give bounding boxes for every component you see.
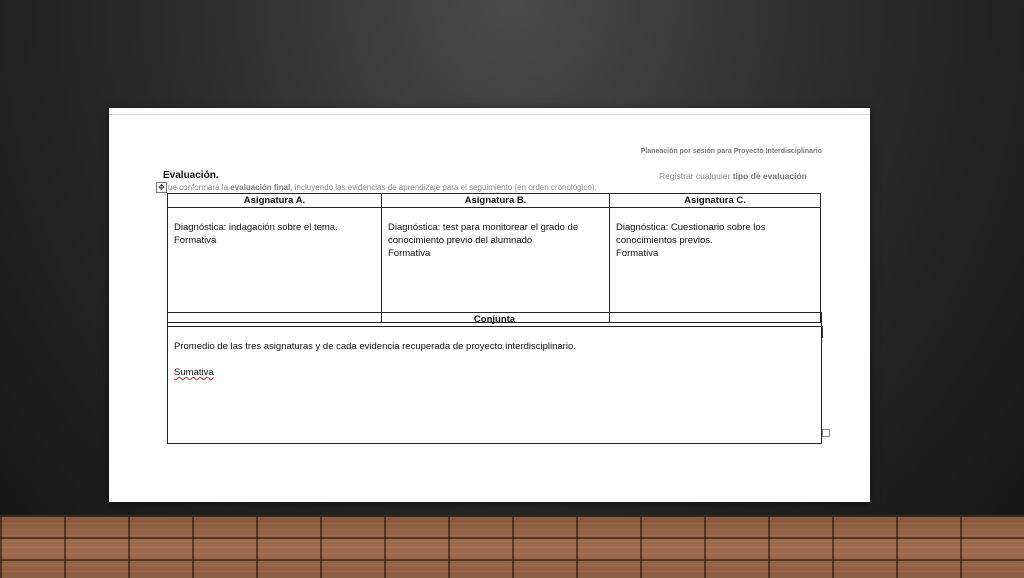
joint-type: Sumativa — [174, 367, 214, 378]
subjects-table — [167, 193, 821, 323]
evaluation-note-bold: tipo de evaluación — [732, 171, 807, 181]
joint-header[interactable]: Conjunta — [168, 313, 822, 327]
instruction-text — [168, 183, 597, 192]
subject-b-line: Diagnóstica: test para monitorear el grado de — [388, 222, 579, 233]
text-cursor — [822, 326, 823, 338]
table-resize-handle[interactable] — [822, 429, 830, 437]
subject-c-line: Diagnóstica: Cuestionario sobre los — [616, 222, 766, 233]
instruction-start: ue conformará la — [168, 183, 231, 192]
subject-a-line: Formativa — [174, 235, 217, 246]
subject-b-header[interactable]: Asignatura B. — [382, 194, 610, 208]
evaluation-note-prefix: Registrar cualquier — [659, 171, 733, 181]
page-top-divider — [109, 114, 870, 115]
instruction-end: , incluyendo las evidencias de aprendizaje para el seguimiento (en orden cronológico). — [290, 183, 597, 192]
instruction-bold: evaluación final — [230, 183, 291, 192]
subject-c-header[interactable]: Asignatura C. — [610, 194, 821, 208]
joint-table — [167, 312, 822, 444]
wood-floor-background — [0, 515, 1024, 578]
subject-c-cell[interactable] — [610, 208, 821, 323]
subject-c-line: Formativa — [616, 248, 659, 259]
table-move-handle-icon[interactable]: ✥ — [156, 182, 167, 193]
subject-b-line: conocimiento previo del alumnado — [388, 235, 533, 246]
subject-b-cell[interactable] — [382, 208, 610, 323]
joint-cell[interactable] — [168, 327, 822, 444]
page-header-text: Planeación por sesión para Proyecto Interdisciplinario — [640, 148, 822, 155]
joint-spacer — [174, 353, 815, 366]
joint-text: Promedio de las tres asignaturas y de cada evidencia recuperada de proyecto interdisciplinario. — [174, 341, 576, 352]
subject-a-line: Diagnóstica: indagación sobre el tema. — [174, 222, 338, 233]
subject-a-cell[interactable] — [168, 208, 382, 323]
document-page — [109, 108, 870, 502]
evaluation-note — [659, 171, 807, 181]
subject-a-header[interactable]: Asignatura A. — [168, 194, 382, 208]
subject-b-line: Formativa — [388, 248, 431, 259]
section-title: Evaluación. — [163, 170, 219, 181]
subject-c-line: conocimientos previos. — [616, 235, 713, 246]
